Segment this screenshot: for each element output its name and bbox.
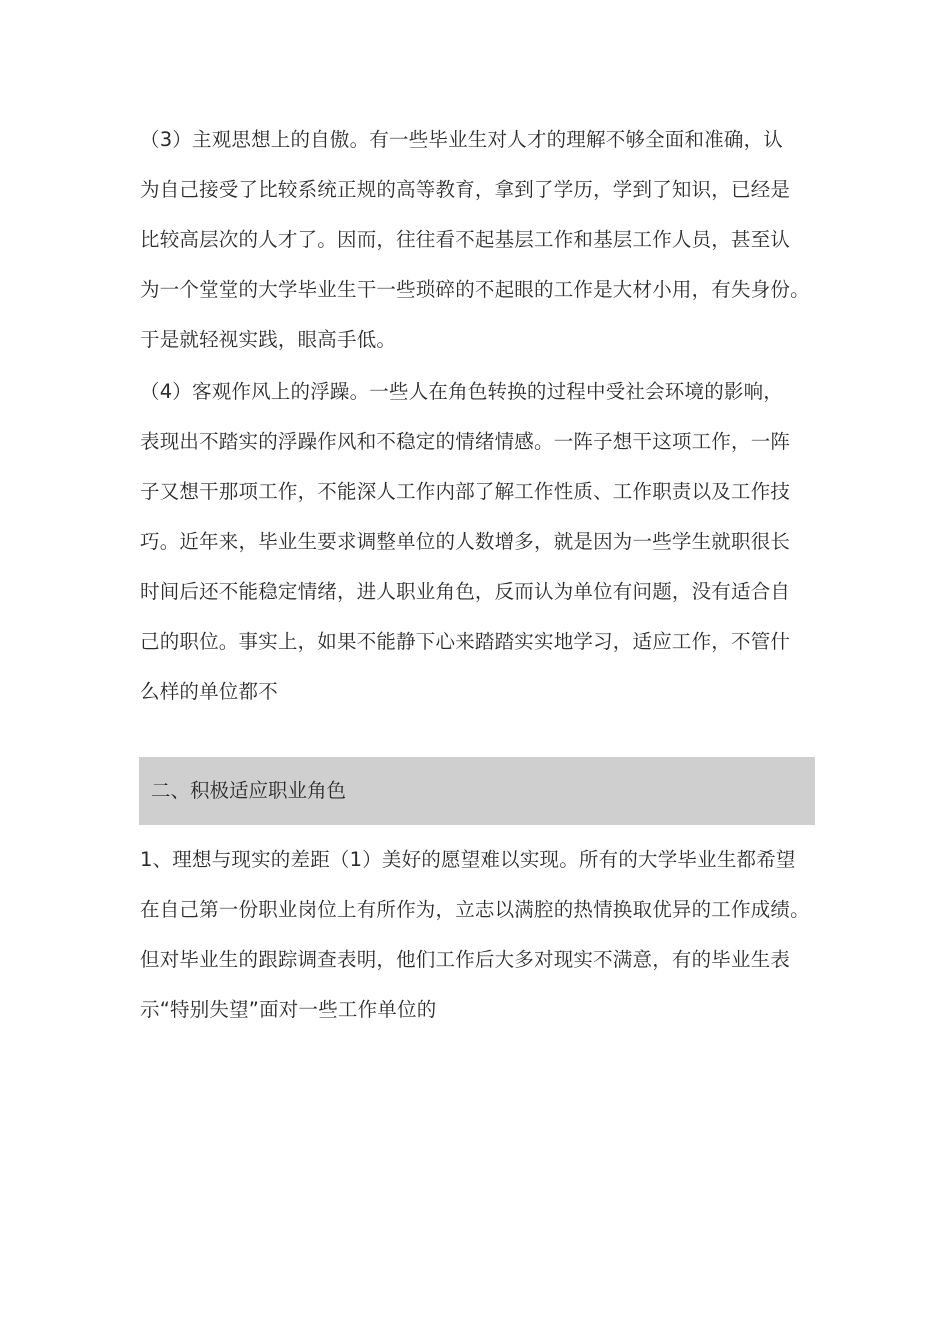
section-heading: 二、积极适应职业角色 — [151, 779, 347, 802]
paragraph-line: 巧。近年来，毕业生要求调整单位的人数增多，就是因为一些学生就职很长 — [140, 530, 791, 553]
paragraph-line: （3）主观思想上的自傲。有一些毕业生对人才的理解不够全面和准确，认 — [140, 128, 784, 151]
paragraph-line: 1、理想与现实的差距（1）美好的愿望难以实现。所有的大学毕业生都希望 — [140, 848, 796, 871]
paragraph-line: 但对毕业生的跟踪调查表明，他们工作后大多对现实不满意，有的毕业生表 — [140, 948, 791, 971]
paragraph-line: 比较高层次的人才了。因而，往往看不起基层工作和基层工作人员，甚至认 — [140, 228, 791, 251]
paragraph-line: 于是就轻视实践，眼高手低。 — [140, 328, 397, 351]
section-heading-band — [139, 757, 815, 825]
paragraph-line: 为自己接受了比较系统正规的高等教育，拿到了学历，学到了知识，已经是 — [140, 178, 791, 201]
paragraph-line: 时间后还不能稳定情绪，进人职业角色，反而认为单位有问题，没有适合自 — [140, 580, 791, 603]
paragraph-line: 为一个堂堂的大学毕业生干一些琐碎的不起眼的工作是大材小用，有失身份。 — [140, 278, 810, 301]
paragraph-line: 在自己第一份职业岗位上有所作为，立志以满腔的热情换取优异的工作成绩。 — [140, 898, 810, 921]
paragraph-line: 表现出不踏实的浮躁作风和不稳定的情绪情感。一阵子想干这项工作，一阵 — [140, 430, 791, 453]
paragraph-line: 么样的单位都不 — [140, 680, 278, 703]
paragraph-line: 子又想干那项工作，不能深人工作内部了解工作性质、工作职责以及工作技 — [140, 480, 791, 503]
paragraph-line: 己的职位。事实上，如果不能静下心来踏踏实实地学习，适应工作，不管什 — [140, 630, 791, 653]
paragraph-line: （4）客观作风上的浮躁。一些人在角色转换的过程中受社会环境的影响， — [140, 380, 784, 403]
paragraph-line: 示“特别失望”面对一些工作单位的 — [140, 998, 437, 1021]
